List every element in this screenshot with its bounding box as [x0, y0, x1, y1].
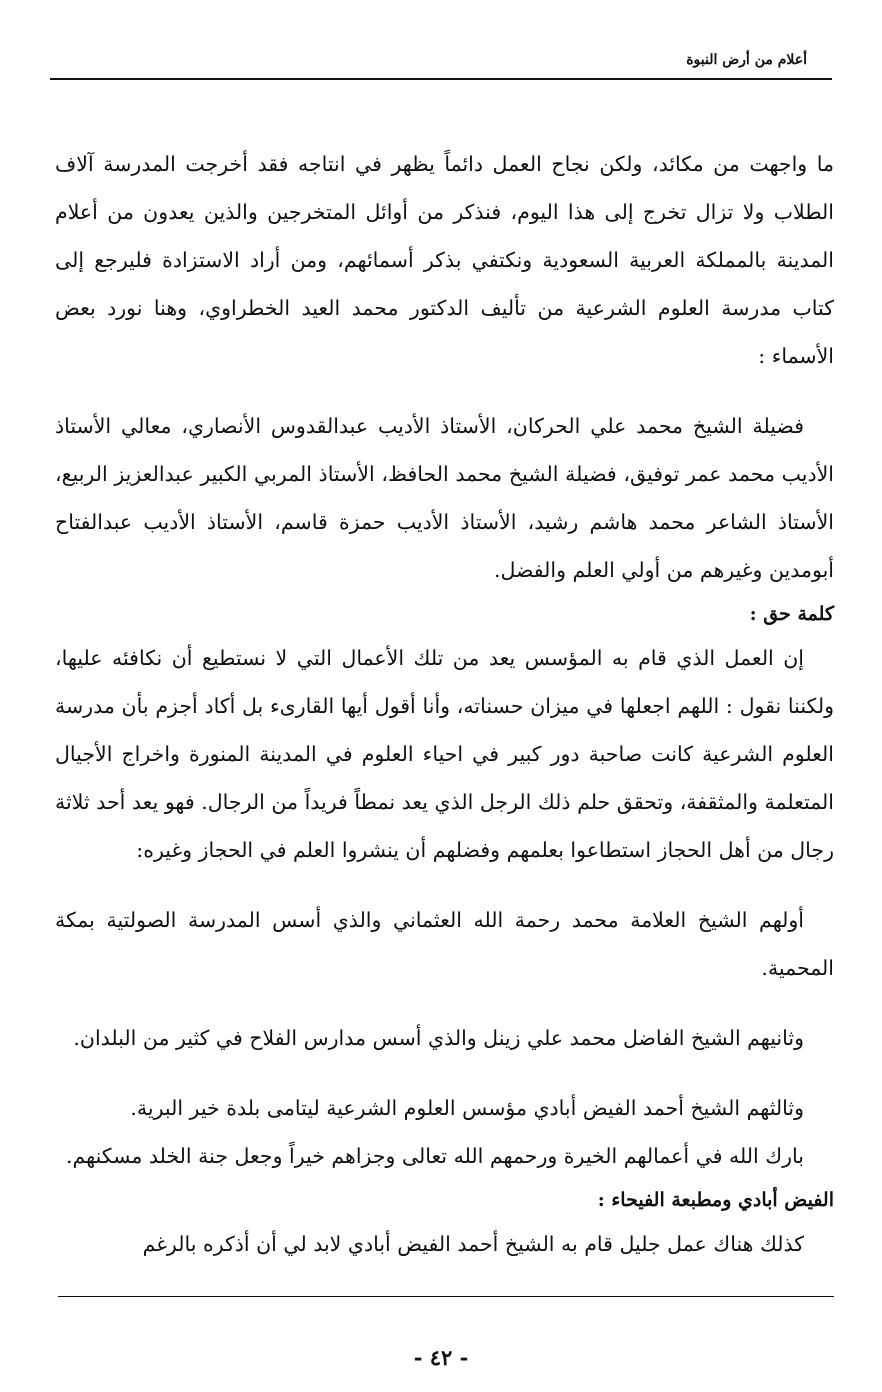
paragraph-third-man: وثالثهم الشيخ أحمد الفيض أبادي مؤسس العلوم الشرعية ليتامى بلدة خير البرية.: [130, 1096, 804, 1120]
footer-rule: [58, 1296, 834, 1297]
section-heading-faydabadi-press: الفيض أبادي ومطبعة الفيحاء :: [597, 1189, 834, 1211]
paragraph-blessing: بارك الله في أعمالهم الخيرة ورحمهم الله تعالى وجزاهم خيراً وجعل جنة الخلد مسكنهم.: [66, 1144, 804, 1168]
body-text: [55, 140, 834, 1268]
paragraph-first-man: أولهم الشيخ العلامة محمد رحمة الله العثماني والذي أسس المدرسة الصولتية بمكة المحمية.: [55, 908, 834, 980]
running-header: أعلام من أرض النبوة: [686, 52, 807, 68]
header-rule: [50, 78, 832, 80]
page-number: - ٤٢ -: [413, 1345, 469, 1370]
section-heading-kalimat-haq: كلمة حق :: [749, 603, 834, 625]
paragraph-second-man: وثانيهم الشيخ الفاضل محمد علي زينل والذي أسس مدارس الفلاح في كثير من البلدان.: [73, 1026, 804, 1050]
paragraph-graduates: فضيلة الشيخ محمد علي الحركان، الأستاذ الأديب عبدالقدوس الأنصاري، معالي الأستاذ الأديب محمد عمر توفيق، فضيلة الشيخ محمد الحافظ، الأستاذ المربي الكبير عبدالعزيز الربيع، الأستاذ الشاعر محمد هاشم رشيد، الأستاذ الأديب حمزة قاسم، الأستاذ الأديب عبدالفتاح أبومدين وغيرهم من أولي العلم والفضل.: [55, 414, 834, 582]
paragraph-press-intro: كذلك هناك عمل جليل قام به الشيخ أحمد الفيض أبادي لابد لي أن أذكره بالرغم: [142, 1232, 804, 1256]
paragraph-intro: ما واجهت من مكائد، ولكن نجاح العمل دائماً يظهر في انتاجه فقد أخرجت المدرسة آلاف الطلاب ولا تزال تخرج إلى هذا اليوم، فنذكر من أوائل المتخرجين والذين يعدون من أعلام المدينة بالمملكة العربية السعودية ونكتفي بذكر أسمائهم، ومن أراد الاستزادة فليرجع إلى كتاب مدرسة العلوم الشرعية من تأليف الدكتور محمد العيد الخطراوي، وهنا نورد بعض الأسماء :: [55, 152, 834, 368]
paragraph-founder-work: إن العمل الذي قام به المؤسس يعد من تلك الأعمال التي لا نستطيع أن نكافئه عليها، ولكننا نقول : اللهم اجعلها في ميزان حسناته، وأنا أقول أيها القارىء بل أكاد أجزم بأن مدرسة العلوم الشرعية كانت صاحبة دور كبير في احياء العلوم في المدينة المنورة واخراج الأجيال المتعلمة والمثقفة، وتحقق حلم ذلك الرجل الذي يعد نمطاً فريداً من الرجال. فهو يعد أحد ثلاثة رجال من أهل الحجاز استطاعوا بعلمهم وفضلهم أن ينشروا العلم في الحجاز وغيره:: [55, 646, 834, 862]
